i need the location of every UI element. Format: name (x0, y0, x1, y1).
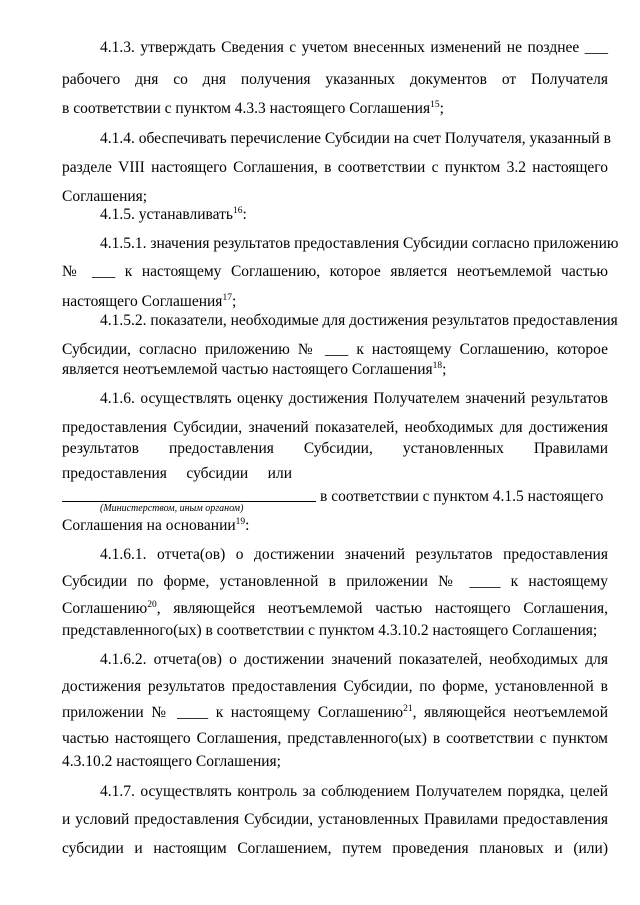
line-4-1-3-1: 4.1.3. утверждать Сведения с учетом внесенных изменений не позднее ___ (100, 39, 608, 56)
footnote-ref: 17 (222, 293, 232, 303)
line-4-1-5-1-3: настоящего Соглашения$^{17}$; (62, 293, 237, 310)
line-4-1-7-2: и условий предоставления Субсидии, установленных Правилами предоставления (62, 811, 608, 828)
line-4-1-7-1: 4.1.7. осуществлять контроль за соблюдением Получателем порядка, целей (100, 783, 608, 800)
footnote-ref: 20 (147, 600, 157, 610)
line-4-1-6-3: результатов предоставления Субсидии, установленных Правилами (62, 440, 608, 457)
line-4-1-6-1-3: Соглашению$^{20}$, являющейся неотъемлемой частью настоящего Соглашения, (62, 600, 608, 617)
line-4-1-6-1-1: 4.1.6.1. отчета(ов) о достижении значений результатов предоставления (100, 546, 608, 563)
line-4-1-7-3: субсидии и настоящим Соглашением, путем проведения плановых и (или) (62, 840, 608, 857)
line-4-1-6-1-4: представленного(ых) в соответствии с пунктом 4.3.10.2 настоящего Соглашения; (62, 622, 598, 639)
line-4-1-6-4: предоставления субсидии или (62, 465, 292, 482)
line-4-1-6-2-3: приложении № ____ к настоящему Соглашению$^{21}$, являющейся неотъемлемой (62, 704, 608, 721)
footnote-ref: 19 (235, 517, 246, 527)
line-4-1-3-3: в соответствии с пунктом 4.3.3 настоящего Соглашения$^{15}$; (62, 100, 444, 117)
line-4-1-6-1: 4.1.6. осуществлять оценку достижения Получателем значений результатов (100, 390, 608, 407)
line-4-1-5: 4.1.5. устанавливать$^{16}$: (100, 206, 247, 223)
line-4-1-5-1-1: 4.1.5.1. значения результатов предоставления Субсидии согласно приложению (100, 235, 619, 252)
footnote-ref: 15 (430, 100, 440, 110)
line-4-1-6-2-1: 4.1.6.2. отчета(ов) о достижении значений показателей, необходимых для (100, 651, 608, 668)
line-4-1-3-2: рабочего дня со дня получения указанных документов от Получателя (62, 71, 608, 88)
line-4-1-4-2: разделе VIII настоящего Соглашения, в соответствии с пунктом 3.2 настоящего (62, 159, 608, 176)
footnote-ref: 18 (432, 361, 443, 371)
footnote-ref: 16 (232, 206, 243, 216)
line-4-1-6-5: в соответствии с пунктом 4.1.5 настоящего (320, 488, 604, 505)
line-4-1-6-1-2: Субсидии по форме, установленной в приложении № ____ к настоящему (62, 573, 608, 590)
blank-underline (62, 501, 316, 502)
line-4-1-6-2-4: частью настоящего Соглашения, представленного(ых) в соответствии с пунктом (62, 730, 608, 747)
line-4-1-5-1-2: № ___ к настоящему Соглашению, которое является неотъемлемой частью (62, 263, 608, 280)
line-4-1-5-2-3: является неотъемлемой частью настоящего Соглашения$^{18}$; (62, 361, 447, 378)
line-4-1-6-2: предоставления Субсидии, значений показателей, необходимых для достижения (62, 419, 608, 436)
line-4-1-6-2-2: достижения результатов предоставления Субсидии, по форме, установленной в (62, 678, 608, 695)
line-4-1-6-2-5: 4.3.10.2 настоящего Соглашения; (62, 753, 281, 770)
line-4-1-5-2-2: Субсидии, согласно приложению № ___ к настоящему Соглашению, которое (62, 341, 608, 358)
line-4-1-5-2-1: 4.1.5.2. показатели, необходимые для достижения результатов предоставления (100, 312, 618, 329)
line-4-1-4-3: Соглашения; (62, 188, 148, 205)
line-4-1-4-1: 4.1.4. обеспечивать перечисление Субсидии на счет Получателя, указанный в (100, 130, 611, 147)
line-4-1-6-6: Соглашения на основании$^{19}$: (62, 517, 250, 534)
footnote-ref: 21 (403, 704, 413, 714)
underline-caption: (Министерством, иным органом) (100, 503, 244, 514)
